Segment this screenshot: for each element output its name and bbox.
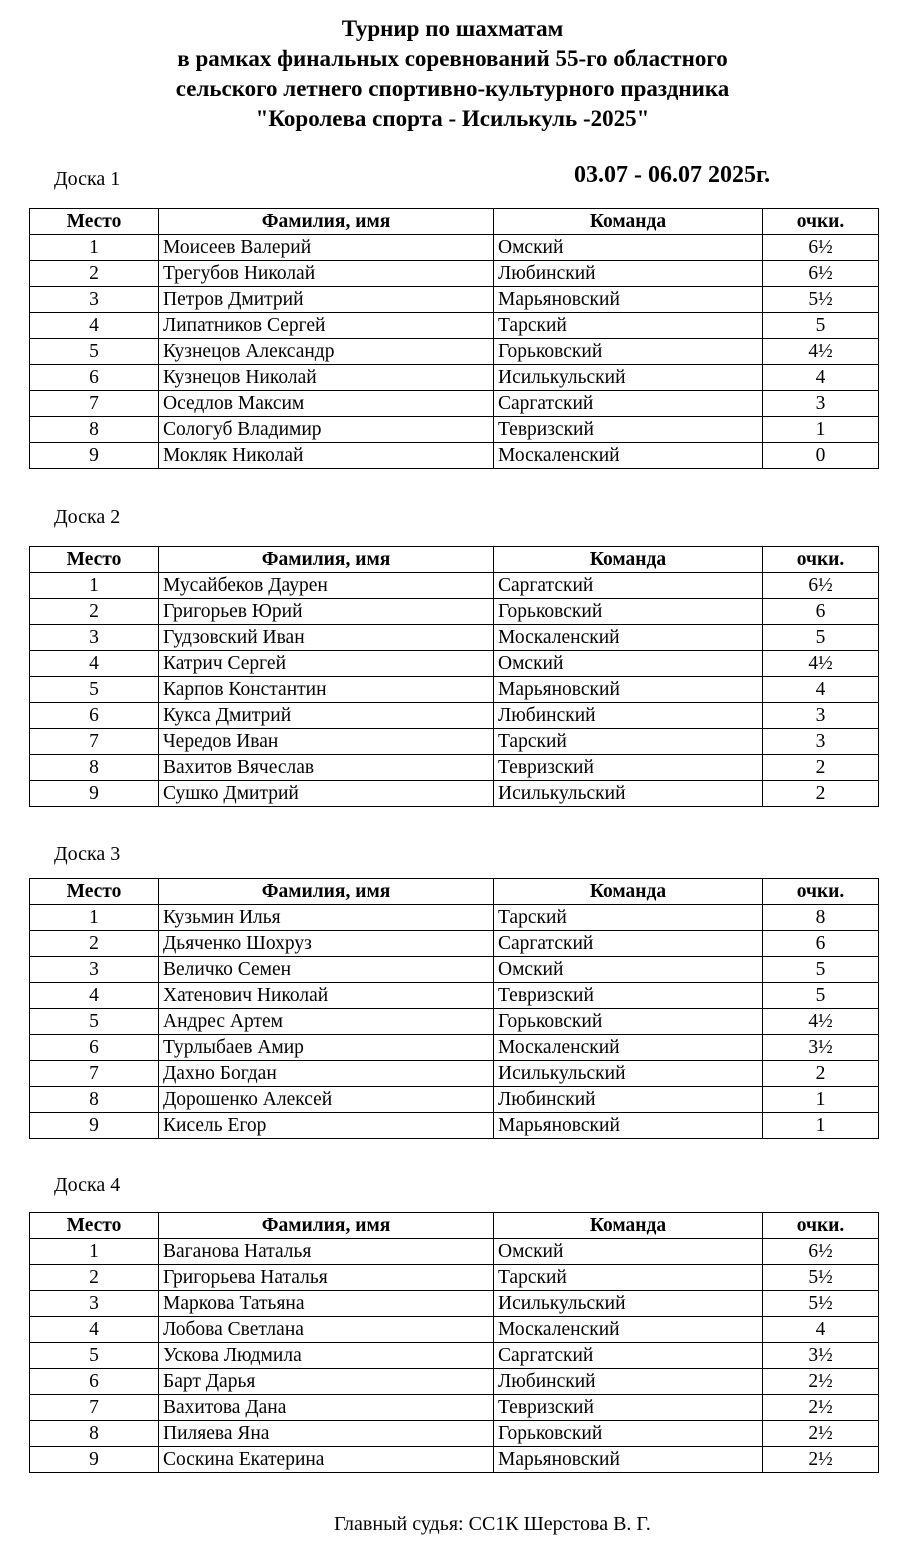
- cell-place: 6: [30, 1035, 159, 1061]
- board-label: Доска 2: [54, 506, 121, 528]
- results-table-board-4: [29, 1212, 879, 1473]
- cell-points: 2½: [763, 1447, 879, 1473]
- table-row: [30, 1291, 879, 1317]
- header-points: очки.: [763, 547, 879, 573]
- table-row: [30, 391, 879, 417]
- cell-name: Мокляк Николай: [159, 443, 494, 469]
- cell-team: Любинский: [494, 703, 763, 729]
- cell-name: Вахитова Дана: [159, 1395, 494, 1421]
- cell-place: 9: [30, 443, 159, 469]
- cell-team: Тевризский: [494, 1395, 763, 1421]
- cell-name: Ускова Людмила: [159, 1343, 494, 1369]
- table-row: [30, 983, 879, 1009]
- cell-points: 1: [763, 417, 879, 443]
- cell-team: Тарский: [494, 1265, 763, 1291]
- header-place: Место: [30, 547, 159, 573]
- cell-name: Оседлов Максим: [159, 391, 494, 417]
- cell-name: Мусайбеков Даурен: [159, 573, 494, 599]
- cell-place: 1: [30, 573, 159, 599]
- cell-points: 5: [763, 983, 879, 1009]
- cell-points: 6½: [763, 235, 879, 261]
- document-title: [0, 14, 905, 134]
- cell-team: Омский: [494, 651, 763, 677]
- table-row: [30, 1087, 879, 1113]
- header-place: Место: [30, 879, 159, 905]
- table-row: [30, 1317, 879, 1343]
- results-table-board-3: [29, 878, 879, 1139]
- table-row: [30, 729, 879, 755]
- cell-name: Дьяченко Шохруз: [159, 931, 494, 957]
- table-row: [30, 651, 879, 677]
- header-team: Команда: [494, 879, 763, 905]
- cell-team: Тевризский: [494, 755, 763, 781]
- cell-name: Кисель Егор: [159, 1113, 494, 1139]
- table-row: [30, 1395, 879, 1421]
- cell-name: Липатников Сергей: [159, 313, 494, 339]
- cell-name: Гудзовский Иван: [159, 625, 494, 651]
- cell-name: Кукса Дмитрий: [159, 703, 494, 729]
- tournament-date: 03.07 - 06.07 2025г.: [574, 162, 771, 188]
- cell-points: 4½: [763, 651, 879, 677]
- cell-points: 5½: [763, 1265, 879, 1291]
- table-header-row: [30, 879, 879, 905]
- cell-place: 4: [30, 1317, 159, 1343]
- cell-team: Марьяновский: [494, 1447, 763, 1473]
- cell-team: Саргатский: [494, 573, 763, 599]
- cell-team: Тарский: [494, 729, 763, 755]
- cell-name: Чередов Иван: [159, 729, 494, 755]
- cell-name: Кузьмин Илья: [159, 905, 494, 931]
- cell-place: 3: [30, 957, 159, 983]
- cell-team: Москаленский: [494, 1035, 763, 1061]
- cell-points: 3½: [763, 1343, 879, 1369]
- cell-name: Турлыбаев Амир: [159, 1035, 494, 1061]
- cell-team: Омский: [494, 1239, 763, 1265]
- cell-points: 4: [763, 365, 879, 391]
- cell-place: 3: [30, 625, 159, 651]
- cell-team: Исилькульский: [494, 365, 763, 391]
- table-row: [30, 1113, 879, 1139]
- cell-points: 2½: [763, 1369, 879, 1395]
- cell-team: Саргатский: [494, 1343, 763, 1369]
- cell-team: Тевризский: [494, 417, 763, 443]
- results-table-board-2: [29, 546, 879, 807]
- table-row: [30, 339, 879, 365]
- cell-team: Горьковский: [494, 1009, 763, 1035]
- table-row: [30, 599, 879, 625]
- cell-name: Величко Семен: [159, 957, 494, 983]
- cell-points: 1: [763, 1087, 879, 1113]
- cell-place: 7: [30, 1061, 159, 1087]
- table-header-row: [30, 1213, 879, 1239]
- table-row: [30, 1009, 879, 1035]
- cell-name: Григорьев Юрий: [159, 599, 494, 625]
- cell-place: 5: [30, 1009, 159, 1035]
- cell-team: Исилькульский: [494, 1291, 763, 1317]
- cell-points: 2: [763, 781, 879, 807]
- cell-points: 8: [763, 905, 879, 931]
- cell-points: 0: [763, 443, 879, 469]
- cell-place: 7: [30, 391, 159, 417]
- cell-team: Марьяновский: [494, 677, 763, 703]
- board-label: Доска 3: [54, 843, 121, 865]
- cell-place: 2: [30, 261, 159, 287]
- cell-points: 3½: [763, 1035, 879, 1061]
- cell-place: 7: [30, 729, 159, 755]
- table-header-row: [30, 547, 879, 573]
- cell-team: Любинский: [494, 261, 763, 287]
- cell-points: 6½: [763, 573, 879, 599]
- cell-points: 5: [763, 625, 879, 651]
- cell-place: 7: [30, 1395, 159, 1421]
- cell-name: Дахно Богдан: [159, 1061, 494, 1087]
- table-row: [30, 781, 879, 807]
- table-row: [30, 703, 879, 729]
- title-line-1: Турнир по шахматам: [341, 16, 564, 41]
- cell-place: 6: [30, 1369, 159, 1395]
- cell-team: Тарский: [494, 905, 763, 931]
- cell-place: 1: [30, 235, 159, 261]
- cell-name: Катрич Сергей: [159, 651, 494, 677]
- cell-name: Петров Дмитрий: [159, 287, 494, 313]
- cell-team: Горьковский: [494, 599, 763, 625]
- cell-points: 4: [763, 1317, 879, 1343]
- header-name: Фамилия, имя: [159, 879, 494, 905]
- cell-name: Андрес Артем: [159, 1009, 494, 1035]
- table-row: [30, 287, 879, 313]
- cell-points: 2½: [763, 1421, 879, 1447]
- cell-name: Хатенович Николай: [159, 983, 494, 1009]
- cell-place: 2: [30, 599, 159, 625]
- cell-team: Омский: [494, 957, 763, 983]
- table-row: [30, 1421, 879, 1447]
- cell-place: 9: [30, 1447, 159, 1473]
- cell-team: Марьяновский: [494, 1113, 763, 1139]
- cell-team: Омский: [494, 235, 763, 261]
- cell-place: 8: [30, 1087, 159, 1113]
- header-name: Фамилия, имя: [159, 209, 494, 235]
- results-table-board-1: [29, 208, 879, 469]
- cell-team: Москаленский: [494, 625, 763, 651]
- table-row: [30, 1369, 879, 1395]
- cell-points: 3: [763, 703, 879, 729]
- table-row: [30, 931, 879, 957]
- cell-team: Горьковский: [494, 1421, 763, 1447]
- cell-name: Пиляева Яна: [159, 1421, 494, 1447]
- table-row: [30, 1265, 879, 1291]
- cell-points: 6: [763, 599, 879, 625]
- title-line-2: в рамках финальных соревнований 55-го областного: [177, 46, 728, 71]
- header-points: очки.: [763, 1213, 879, 1239]
- cell-team: Москаленский: [494, 443, 763, 469]
- cell-name: Сушко Дмитрий: [159, 781, 494, 807]
- cell-place: 8: [30, 755, 159, 781]
- header-place: Место: [30, 209, 159, 235]
- cell-place: 6: [30, 365, 159, 391]
- cell-name: Сологуб Владимир: [159, 417, 494, 443]
- header-points: очки.: [763, 879, 879, 905]
- table-row: [30, 677, 879, 703]
- cell-name: Карпов Константин: [159, 677, 494, 703]
- chief-judge: Главный судья: СС1К Шерстова В. Г.: [334, 1513, 651, 1535]
- header-team: Команда: [494, 547, 763, 573]
- cell-place: 5: [30, 339, 159, 365]
- title-line-3: сельского летнего спортивно-культурного праздника: [175, 76, 730, 101]
- header-points: очки.: [763, 209, 879, 235]
- cell-place: 9: [30, 781, 159, 807]
- header-team: Команда: [494, 1213, 763, 1239]
- cell-points: 6: [763, 931, 879, 957]
- cell-name: Григорьева Наталья: [159, 1265, 494, 1291]
- cell-points: 2: [763, 1061, 879, 1087]
- cell-name: Дорошенко Алексей: [159, 1087, 494, 1113]
- cell-name: Маркова Татьяна: [159, 1291, 494, 1317]
- cell-place: 4: [30, 983, 159, 1009]
- cell-name: Ваганова Наталья: [159, 1239, 494, 1265]
- table-row: [30, 1447, 879, 1473]
- cell-place: 4: [30, 313, 159, 339]
- header-place: Место: [30, 1213, 159, 1239]
- cell-name: Лобова Светлана: [159, 1317, 494, 1343]
- cell-name: Соскина Екатерина: [159, 1447, 494, 1473]
- cell-points: 5½: [763, 287, 879, 313]
- cell-team: Саргатский: [494, 391, 763, 417]
- cell-place: 8: [30, 1421, 159, 1447]
- cell-team: Исилькульский: [494, 781, 763, 807]
- cell-points: 4: [763, 677, 879, 703]
- cell-place: 5: [30, 1343, 159, 1369]
- board-label: Доска 4: [54, 1174, 121, 1196]
- table-row: [30, 1035, 879, 1061]
- table-row: [30, 1239, 879, 1265]
- cell-points: 1: [763, 1113, 879, 1139]
- cell-team: Любинский: [494, 1369, 763, 1395]
- cell-team: Тевризский: [494, 983, 763, 1009]
- cell-place: 1: [30, 905, 159, 931]
- table-row: [30, 365, 879, 391]
- table-row: [30, 625, 879, 651]
- header-name: Фамилия, имя: [159, 547, 494, 573]
- cell-team: Исилькульский: [494, 1061, 763, 1087]
- cell-points: 5: [763, 957, 879, 983]
- cell-place: 2: [30, 931, 159, 957]
- cell-points: 6½: [763, 1239, 879, 1265]
- table-header-row: [30, 209, 879, 235]
- header-team: Команда: [494, 209, 763, 235]
- cell-team: Саргатский: [494, 931, 763, 957]
- table-row: [30, 573, 879, 599]
- cell-points: 3: [763, 729, 879, 755]
- table-row: [30, 755, 879, 781]
- table-row: [30, 417, 879, 443]
- cell-place: 1: [30, 1239, 159, 1265]
- cell-team: Горьковский: [494, 339, 763, 365]
- cell-points: 2½: [763, 1395, 879, 1421]
- cell-name: Моисеев Валерий: [159, 235, 494, 261]
- table-row: [30, 1343, 879, 1369]
- table-row: [30, 905, 879, 931]
- header-name: Фамилия, имя: [159, 1213, 494, 1239]
- cell-place: 4: [30, 651, 159, 677]
- table-row: [30, 313, 879, 339]
- cell-place: 3: [30, 287, 159, 313]
- cell-points: 4½: [763, 339, 879, 365]
- cell-points: 5½: [763, 1291, 879, 1317]
- cell-points: 5: [763, 313, 879, 339]
- cell-place: 6: [30, 703, 159, 729]
- cell-team: Любинский: [494, 1087, 763, 1113]
- cell-points: 6½: [763, 261, 879, 287]
- cell-team: Марьяновский: [494, 287, 763, 313]
- cell-place: 3: [30, 1291, 159, 1317]
- cell-name: Трегубов Николай: [159, 261, 494, 287]
- cell-name: Кузнецов Александр: [159, 339, 494, 365]
- table-row: [30, 957, 879, 983]
- cell-place: 9: [30, 1113, 159, 1139]
- cell-points: 4½: [763, 1009, 879, 1035]
- cell-place: 8: [30, 417, 159, 443]
- title-line-4: "Королева спорта - Исилькуль -2025": [255, 106, 650, 131]
- cell-name: Барт Дарья: [159, 1369, 494, 1395]
- cell-name: Кузнецов Николай: [159, 365, 494, 391]
- cell-points: 3: [763, 391, 879, 417]
- cell-points: 2: [763, 755, 879, 781]
- cell-place: 5: [30, 677, 159, 703]
- cell-name: Вахитов Вячеслав: [159, 755, 494, 781]
- table-row: [30, 1061, 879, 1087]
- table-row: [30, 261, 879, 287]
- board-label: Доска 1: [54, 168, 121, 190]
- table-row: [30, 235, 879, 261]
- cell-team: Тарский: [494, 313, 763, 339]
- cell-place: 2: [30, 1265, 159, 1291]
- table-row: [30, 443, 879, 469]
- cell-team: Москаленский: [494, 1317, 763, 1343]
